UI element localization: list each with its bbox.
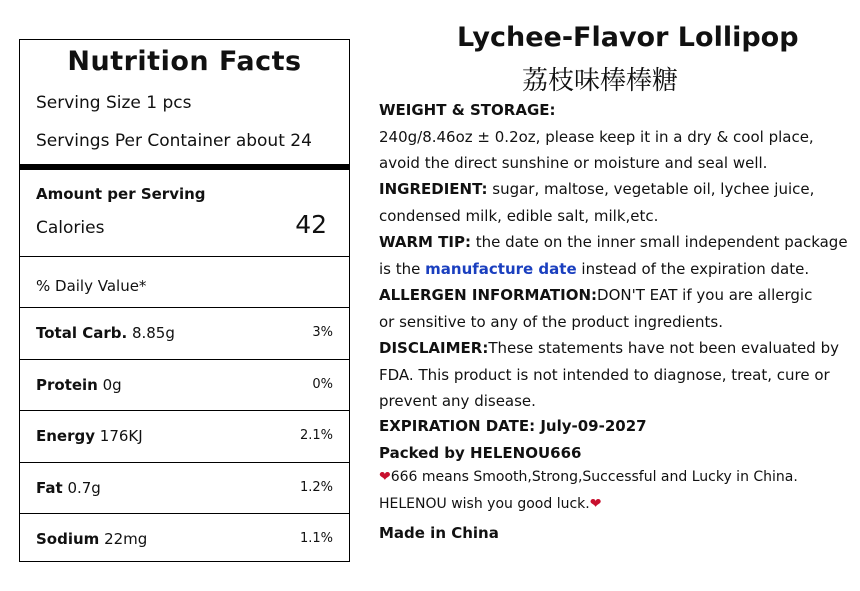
nutrient-percent: 2.1% — [299, 428, 333, 443]
calories-value: 42 — [295, 210, 327, 239]
ingredient-text: sugar, maltose, vegetable oil, lychee juice, — [487, 180, 815, 198]
amount-per-serving: Amount per Serving — [36, 185, 206, 203]
ingredient-line — [379, 180, 814, 198]
warm-tip-text: the date on the inner small independent package — [471, 233, 848, 251]
serving-size: Serving Size 1 pcs — [36, 93, 192, 113]
nutrient-percent: 0% — [312, 377, 333, 392]
warm-tip-heading: WARM TIP: — [379, 233, 471, 251]
nutrient-name: Total Carb. — [36, 324, 128, 342]
weight-heading: WEIGHT & STORAGE: — [379, 101, 556, 119]
disclaimer-text: FDA. This product is not intended to diagnose, treat, cure or — [379, 366, 830, 384]
nutrient-percent: 3% — [312, 325, 333, 340]
nutrient-amount: 0g — [97, 376, 122, 394]
allergen-heading: ALLERGEN INFORMATION: — [379, 286, 598, 304]
nutrient-amount: 176KJ — [95, 427, 143, 445]
nutrient-name: Energy — [36, 427, 96, 445]
ingredient-text: condensed milk, edible salt, milk,etc. — [379, 207, 659, 225]
disclaimer-text: prevent any disease. — [379, 392, 536, 410]
nutrient-name: Fat — [36, 479, 63, 497]
packed-by: Packed by HELENOU666 — [379, 444, 582, 462]
weight-text: 240g/8.46oz ± 0.2oz, please keep it in a dry & cool place, — [379, 128, 814, 146]
nutrient-row — [20, 514, 349, 565]
made-in: Made in China — [379, 524, 499, 542]
ingredient-heading: INGREDIENT: — [379, 180, 488, 198]
servings-per-container: Servings Per Container about 24 — [36, 131, 312, 151]
heart-icon: ❤ — [379, 469, 391, 485]
nutrient-amount: 8.85g — [127, 324, 175, 342]
weight-text: avoid the direct sunshine or moisture and seal well. — [379, 154, 768, 172]
product-title: Lychee-Flavor Lollipop — [457, 22, 799, 53]
nutrition-title: Nutrition Facts — [67, 46, 302, 77]
warm-tip-line — [379, 233, 848, 251]
product-title-chinese: 荔枝味棒棒糖 — [522, 66, 679, 96]
manufacture-date-highlight: manufacture date — [425, 260, 577, 278]
calories-label: Calories — [36, 218, 105, 238]
lucky-line: HELENOU wish you good luck.❤ — [379, 496, 602, 512]
thick-divider — [20, 164, 349, 170]
lucky-line: ❤666 means Smooth,Strong,Successful and Lucky in China. — [379, 469, 798, 485]
allergen-text: or sensitive to any of the product ingredients. — [379, 313, 723, 331]
nutrient-row — [20, 411, 349, 462]
daily-value-header: % Daily Value* — [36, 277, 147, 295]
disclaimer-line — [379, 339, 839, 357]
nutrient-percent: 1.2% — [299, 480, 333, 495]
nutrient-row — [20, 360, 349, 411]
nutrient-percent: 1.1% — [299, 531, 333, 546]
nutrient-name: Sodium — [36, 530, 100, 548]
disclaimer-text: These statements have not been evaluated by — [488, 339, 839, 357]
allergen-text: DON'T EAT if you are allergic — [597, 286, 813, 304]
warm-tip-line: is the manufacture date instead of the expiration date. — [379, 260, 810, 278]
nutrient-row — [20, 463, 349, 514]
nutrient-row — [20, 308, 349, 359]
nutrient-amount: 22mg — [99, 530, 148, 548]
divider — [20, 256, 349, 257]
nutrient-amount: 0.7g — [62, 479, 101, 497]
heart-icon: ❤ — [589, 496, 602, 512]
expiration-date: EXPIRATION DATE: July-09-2027 — [379, 417, 647, 435]
nutrient-name: Protein — [36, 376, 98, 394]
allergen-line — [379, 286, 812, 304]
disclaimer-heading: DISCLAIMER: — [379, 339, 489, 357]
nutrition-facts-panel — [19, 39, 350, 562]
